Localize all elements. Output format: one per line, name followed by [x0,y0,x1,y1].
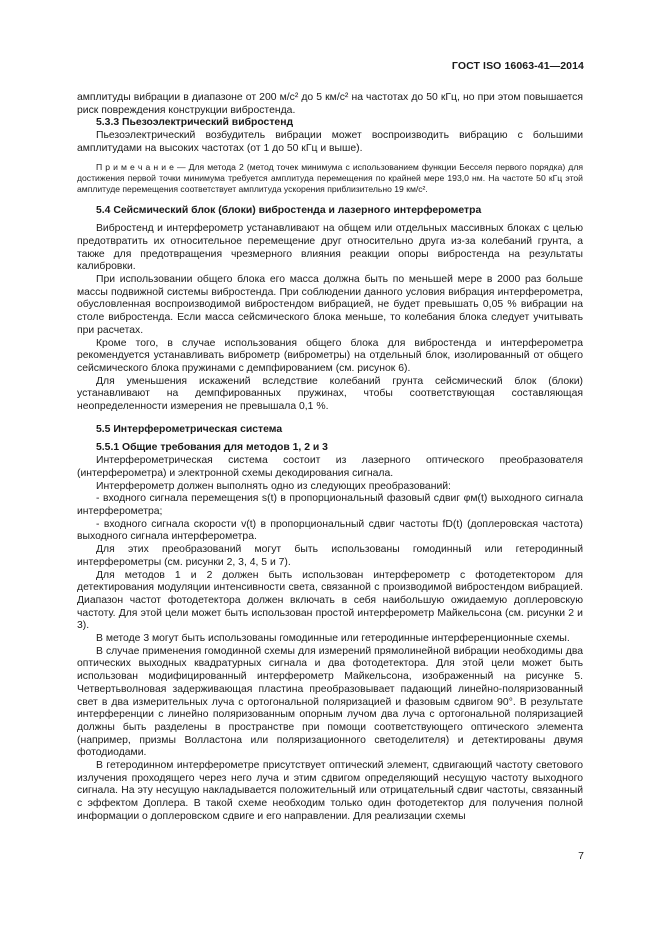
page-number: 7 [578,850,584,862]
paragraph: Для этих преобразований могут быть использованы гомодинный или гетеродинный интерферометры (см. рисунки 2, 3, 4, 5 и 7). [77,544,583,568]
document-header: ГОСТ ISO 16063-41—2014 [451,60,584,72]
paragraph: В методе 3 могут быть использованы гомодинные или гетеродинные интерференционные схемы. [96,633,570,645]
document-body [77,92,583,824]
paragraph: амплитуды вибрации в диапазоне от 200 м/с² до 5 км/с² на частотах до 50 кГц, но при этом повышается риск повреждения конструкции вибростенда. [77,92,583,116]
paragraph: Пьезоэлектрический возбудитель вибрации может воспроизводить вибрацию с большими амплитудами на высоких частотах (от 1 до 50 кГц и выше). [77,130,583,154]
paragraph: Для методов 1 и 2 должен быть использован интерферометр с фотодетектором для детектирования модуляции интенсивности света, связанной с производимой вибростендом вибрацией. Диапазон частот фотодетектора должен включать в себя наибольшую ожидаемую доплеровскую частоту. Для этой цели может быть использован простой интерферометр Майкельсона (см. рисунки 2 и 3). [77,569,583,632]
paragraph: Интерферометрическая система состоит из лазерного оптического преобразователя (интерферометра) и электронной схемы декодирования сигнала. [77,455,583,479]
paragraph: В гетеродинном интерферометре присутствует оптический элемент, сдвигающий частоту светового излучения проходящего через него луча и этим сдвигом определяющий несущую частоту выходного сигнала. На эту несущую накладывается положительный или отрицательный сдвиг частоты, связанный с эффектом Доплера. В такой схеме необходим только один фотодетектор для получения полной информации о доплеровском сдвиге и его направлении. Для реализации схемы [77,760,583,822]
section-heading-5-4: 5.4 Сейсмический блок (блоки) вибростенда и лазерного интерферометра [96,204,482,216]
paragraph: При использовании общего блока его масса должна быть по меньшей мере в 2000 раз больше массы подвижной системы вибростенда. При соблюдении данного условия вибрация интерферометра, обусловленная воспроизводимой вибростендом вибрацией, не будет превышать 0,05 % вибрации на столе вибростенда. Если масса сейсмического блока меньше, то колебания блока следует учитывать при расчетах. [77,274,583,336]
section-heading-5-3-3: 5.3.3 Пьезоэлектрический вибростенд [96,117,294,129]
paragraph: Кроме того, в случае использования общего блока для вибростенда и интерферометра рекомендуется устанавливать виброметр (виброметры) на отдельный блок, изолированный от общего сейсмического блока пружинами с демпфированием (см. рисунок 6). [77,337,583,374]
list-item: - входного сигнала перемещения s(t) в пропорциональный фазовый сдвиг φм(t) выходного сигнала интерферометра; [77,493,583,517]
note: П р и м е ч а н и е — Для метода 2 (метод точек минимума с использованием функции Бесселя первого порядка) для достижения первой точки минимума требуется амплитуда перемещения по крайней мере 193,0 нм. На частоте 50 кГц этой амплитуде перемещения соответствует амплитуда ускорения приблизительно 19 км/с². [77,161,583,194]
paragraph: Интерферометр должен выполнять одно из следующих преобразований: [96,480,451,492]
section-heading-5-5-1: 5.5.1 Общие требования для методов 1, 2 и 3 [96,442,328,454]
section-heading-5-5: 5.5 Интерферометрическая система [96,423,283,435]
paragraph: Для уменьшения искажений вследствие колебаний грунта сейсмический блок (блоки) устанавливают на демпфированных пружинах, чтобы соответствующая составляющая неопределенности измерения не превышала 0,1 %. [77,375,583,413]
list-item: - входного сигнала скорости v(t) в пропорциональный сдвиг частоты fD(t) (доплеровская частота) выходного сигнала интерферометра. [77,518,583,543]
paragraph: Вибростенд и интерферометр устанавливают на общем или отдельных массивных блоках с целью предотвратить их относительное перемещение друг относительно друга из-за колебаний грунта, а также для предотвращения чрезмерного влияния реакции опоры вибростенда на результаты калибровки. [77,223,583,273]
paragraph: В случае применения гомодинной схемы для измерений прямолинейной вибрации необходимы два оптических выходных квадратурных сигнала и два фотодетектора. Для этой цели может быть использован модифицированный интерферометр Майкельсона, изображенный на рисунке 5. Четвертьволновая задерживающая пластина преобразовывает падающий линейно-поляризованный свет в два измерительных луча с ортогональной поляризацией и фазовым сдвигом 90°. В результате интерференции с линейно поляризованным опорным лучом два луча с ортогональной поляризацией должны быть разделены в пространстве при помощи соответствующего оптического элемента (например, призмы Волластона или поляризационного светоделителя) и детектированы двумя фотодиодами. [77,645,583,759]
